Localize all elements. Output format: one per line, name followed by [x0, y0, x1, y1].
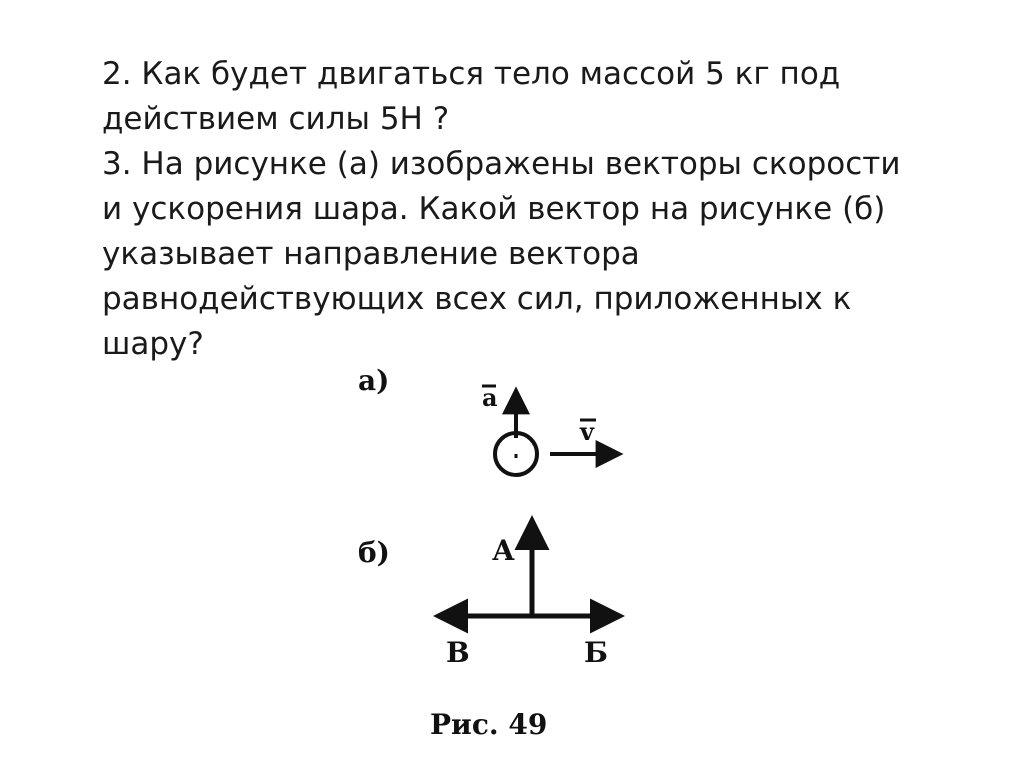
text-line: равнодействующих всех сил, приложенных к	[102, 281, 852, 317]
text-line: шару?	[102, 326, 204, 362]
force-diagram	[440, 522, 618, 616]
vector-v-label: v	[580, 417, 594, 446]
vector-B-left-label: В	[446, 636, 470, 669]
text-line: и ускорения шара. Какой вектор на рисунке (б)	[102, 191, 886, 227]
text-line: 2. Как будет двигаться тело массой 5 кг под	[102, 56, 841, 92]
figure-49	[340, 350, 660, 750]
vector-B-right-label: Б	[584, 636, 608, 669]
vector-A-label: А	[492, 534, 515, 567]
label-part-a: а)	[358, 364, 390, 397]
vector-a-label: a	[482, 383, 498, 412]
label-part-b: б)	[358, 536, 390, 569]
text-line: 3. На рисунке (а) изображены векторы скорости	[102, 146, 901, 182]
text-line: действием силы 5Н ?	[102, 101, 450, 137]
question-text	[102, 52, 962, 367]
ball-diagram	[495, 392, 618, 475]
figure-caption: Рис. 49	[430, 708, 548, 741]
text-line: указывает направление вектора	[102, 236, 640, 272]
figure-svg	[340, 350, 660, 750]
